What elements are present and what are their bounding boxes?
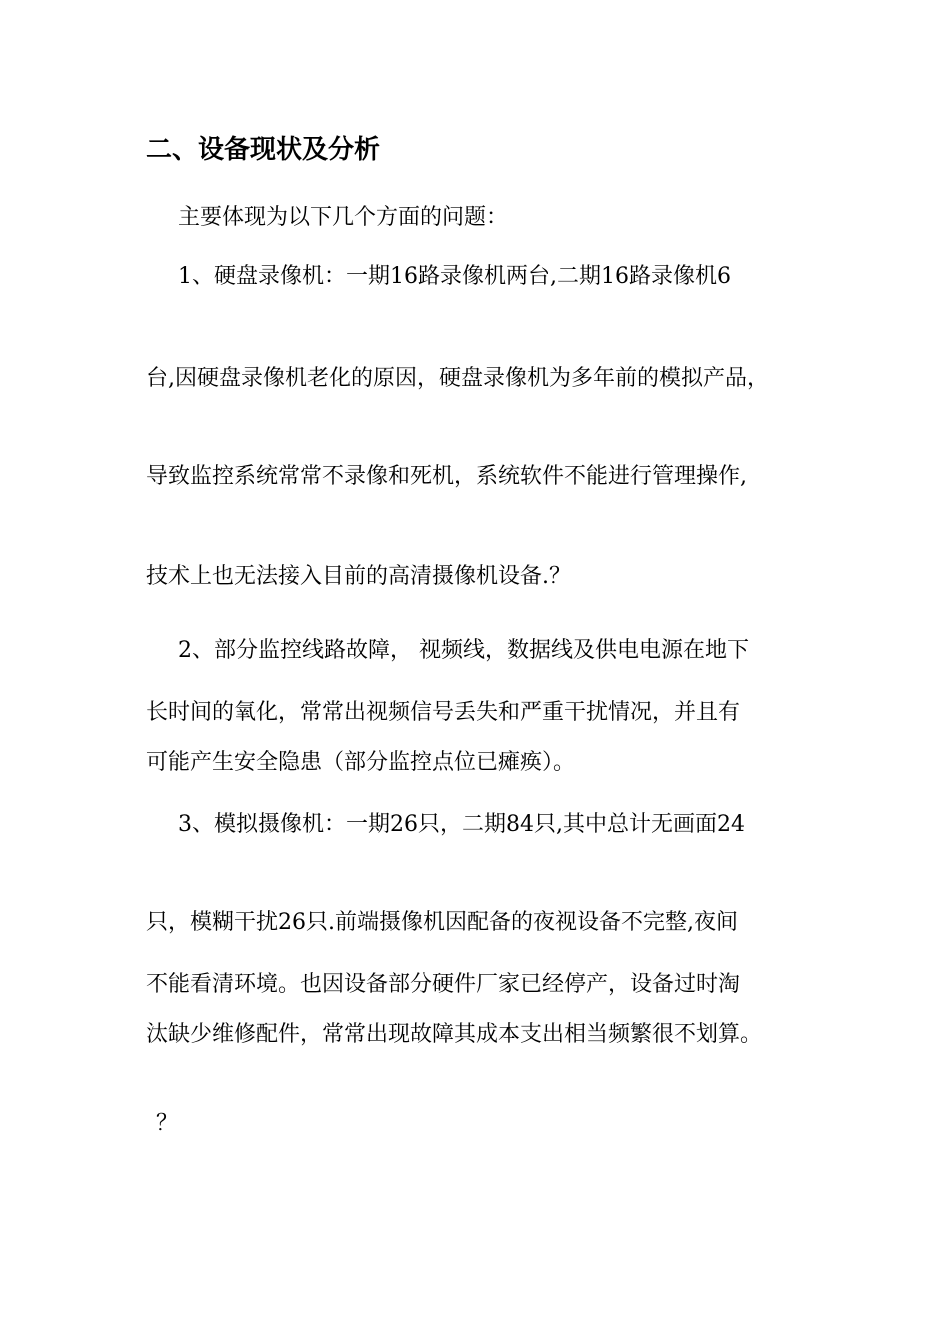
item1-line-2: 台,因硬盘录像机老化的原因，硬盘录像机为多年前的模拟产品， [146,366,769,391]
item2-line-1: 2、部分监控线路故障， 视频线，数据线及供电电源在地下 [178,638,749,663]
item1-line-3: 导致监控系统常常不录像和死机，系统软件不能进行管理操作, [146,464,747,489]
item3-line-3: 不能看清环境。也因设备部分硬件厂家已经停产，设备过时淘 [146,972,741,997]
item3-line-2: 只，模糊干扰26只.前端摄像机因配备的夜视设备不完整,夜间 [146,910,738,935]
item3-line-4: 汰缺少维修配件，常常出现故障其成本支出相当频繁很不划算。 [146,1022,763,1047]
item1-line-1: 1、硬盘录像机：一期16路录像机两台,二期16路录像机6 [178,264,731,289]
trailing-mark: ？ [156,1111,179,1136]
intro-line: 主要体现为以下几个方面的问题： [178,205,509,230]
item2-line-3: 可能产生安全隐患（部分监控点位已瘫痪）。 [146,750,576,775]
item3-line-1: 3、模拟摄像机：一期26只，二期84只,其中总计无画面24 [178,812,745,837]
section-heading: 二、设备现状及分析 [146,135,381,165]
item2-line-2: 长时间的氧化，常常出视频信号丢失和严重干扰情况，并且有 [146,700,741,725]
item1-line-4: 技术上也无法接入目前的高清摄像机设备.？ [146,564,571,589]
